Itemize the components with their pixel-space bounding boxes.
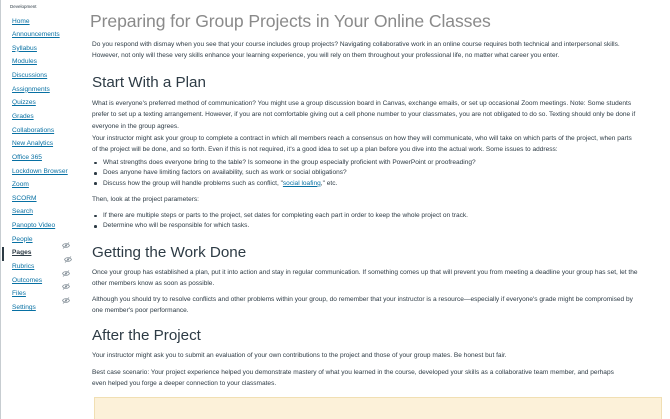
sidebar-item-label[interactable]: Collaborations	[12, 126, 55, 134]
sidebar-item-grades[interactable]	[2, 110, 80, 124]
list-item: If there are multiple steps or parts to the project, set dates for completing each part in order to keep the whole project on track.	[92, 211, 662, 221]
sidebar-item-label[interactable]: Zoom	[12, 181, 29, 189]
sidebar-item-panopto-video[interactable]	[2, 220, 80, 234]
sidebar-item-label[interactable]: SCORM	[12, 194, 37, 202]
sidebar-item-label[interactable]: Rubrics	[12, 263, 35, 271]
hidden-from-students-icon	[62, 291, 70, 298]
sidebar-item-label[interactable]: Grades	[12, 113, 34, 120]
sidebar-item-office-365[interactable]	[2, 151, 80, 165]
sidebar-item-assignments[interactable]	[2, 83, 80, 97]
social-loafing-link[interactable]: social loafing	[282, 179, 321, 187]
sidebar-item-modules[interactable]	[2, 56, 80, 70]
sidebar-item-label[interactable]: Discussions	[12, 72, 48, 80]
sidebar-item-home[interactable]	[2, 15, 80, 29]
sidebar-item-lockdown-browser[interactable]	[2, 165, 80, 179]
sidebar-item-outcomes[interactable]	[2, 274, 80, 288]
sidebar-item-quizzes[interactable]	[2, 97, 80, 111]
after-paragraph-2: Best case scenario: Your project experience helped you demonstrate mastery of what you learned in the course, developed your skills as a collaborative team member, and perhaps even helped you forge a deeper connection to your classmates.	[92, 369, 614, 388]
page-title: Preparing for Group Projects in Your Online Classes	[90, 11, 491, 31]
sidebar-item-rubrics[interactable]	[2, 261, 80, 275]
sidebar-item-label[interactable]: Panopto Video	[12, 222, 56, 230]
list-item: Determine who will be responsible for which tasks.	[92, 221, 662, 231]
issues-list	[92, 158, 662, 189]
sidebar-item-label[interactable]: Assignments	[12, 85, 50, 93]
after-paragraph-1: Your instructor might ask you to submit an evaluation of your own contributions to the project and those of your group mates. Be honest but fair.	[92, 352, 507, 359]
sidebar-item-files[interactable]	[2, 288, 80, 302]
sidebar-item-pages[interactable]	[2, 247, 80, 261]
plan-paragraph-2: Your instructor might ask your group to complete a contract in which all members reach a consensus on how they will communicate, who will take on which parts of the project, when parts of the project will be done, and so forth. Even if this is not required, it's a good idea to set up a plan before you dive into the actual work. Some issues to address:	[92, 135, 632, 154]
sidebar-item-label[interactable]: Announcements	[12, 31, 60, 39]
course-navigation	[2, 0, 80, 419]
sidebar-item-label[interactable]: Office 365	[12, 153, 42, 161]
sidebar-item-announcements[interactable]	[2, 29, 80, 43]
heading-start-with-a-plan: Start With a Plan	[92, 74, 206, 91]
sidebar-item-label[interactable]: Lockdown Browser	[12, 167, 68, 175]
list-item: Discuss how the group will handle problems such as conflict, "social loafing," etc.	[92, 179, 662, 189]
hidden-from-students-icon	[62, 277, 70, 284]
hidden-from-students-icon	[62, 264, 70, 271]
hidden-from-students-icon	[64, 250, 72, 257]
intro-paragraph: Do you respond with dismay when you see that your course includes group projects? Navigating collaborative work in an online course requires both technical and interpersonal skills. However, not only will these very skills enhance your learning experience, you will rely on them throughout your professional life, no matter what career you enter.	[92, 41, 620, 60]
sidebar-item-syllabus[interactable]	[2, 42, 80, 56]
parameters-list	[92, 211, 662, 232]
sidebar-item-discussions[interactable]	[2, 70, 80, 84]
sidebar-item-zoom[interactable]	[2, 179, 80, 193]
list-item: Does anyone have limiting factors on availability, such as work or social obligations?	[92, 168, 662, 178]
sidebar-item-label[interactable]: Settings	[12, 303, 36, 311]
sidebar-item-label[interactable]: Pages	[12, 249, 32, 257]
sidebar-item-scorm[interactable]	[2, 192, 80, 206]
heading-getting-the-work-done: Getting the Work Done	[92, 244, 247, 261]
course-term-label: Development	[10, 4, 37, 9]
parameters-intro: Then, look at the project parameters:	[92, 196, 199, 203]
sidebar-item-label[interactable]: Quizzes	[12, 99, 36, 107]
page-content	[90, 0, 662, 419]
sidebar-item-collaborations[interactable]	[2, 124, 80, 138]
hidden-from-students-icon	[62, 236, 70, 243]
sidebar-item-label[interactable]: Home	[12, 17, 30, 25]
course-nav-list	[2, 15, 80, 315]
sidebar-item-label[interactable]: Syllabus	[12, 44, 37, 52]
plan-paragraph-1: What is everyone's preferred method of communication? You might use a group discussion board in Canvas, exchange emails, or set up occasional Zoom meetings. Note: Some students prefer to set up a texting arrangement. However, if you are not comfortable giving out a cell phone number to your classmates, you are not obligated to do so. Texting should only be done if everyone in the group agrees.	[92, 100, 636, 130]
sidebar-item-label[interactable]: Outcomes	[12, 276, 43, 284]
sidebar-item-settings[interactable]	[2, 301, 80, 315]
work-paragraph-2: Although you should try to resolve conflicts and other problems within your group, do remember that your instructor is a resource—especially if everyone's grade might be compromised by one member's poor performance.	[92, 296, 633, 315]
sidebar-item-label[interactable]: Files	[12, 290, 26, 298]
list-item: What strengths does everyone bring to the table? Is someone in the group especially proficient with PowerPoint or proofreading?	[92, 158, 662, 168]
heading-after-the-project: After the Project	[92, 327, 201, 344]
work-paragraph-1: Once your group has established a plan, put it into action and stay in regular communication. If something comes up that will prevent you from meeting a deadline your group has set, let the other members know as soon as possible.	[92, 269, 638, 288]
sidebar-item-search[interactable]	[2, 206, 80, 220]
sidebar-item-label[interactable]: Modules	[12, 58, 37, 66]
sidebar-item-label[interactable]: New Analytics	[12, 140, 54, 148]
sidebar-item-people[interactable]	[2, 233, 80, 247]
sidebar-item-label[interactable]: Search	[12, 208, 33, 216]
callout-box	[94, 397, 662, 419]
sidebar-item-new-analytics[interactable]	[2, 138, 80, 152]
sidebar-item-label[interactable]: People	[12, 235, 33, 243]
